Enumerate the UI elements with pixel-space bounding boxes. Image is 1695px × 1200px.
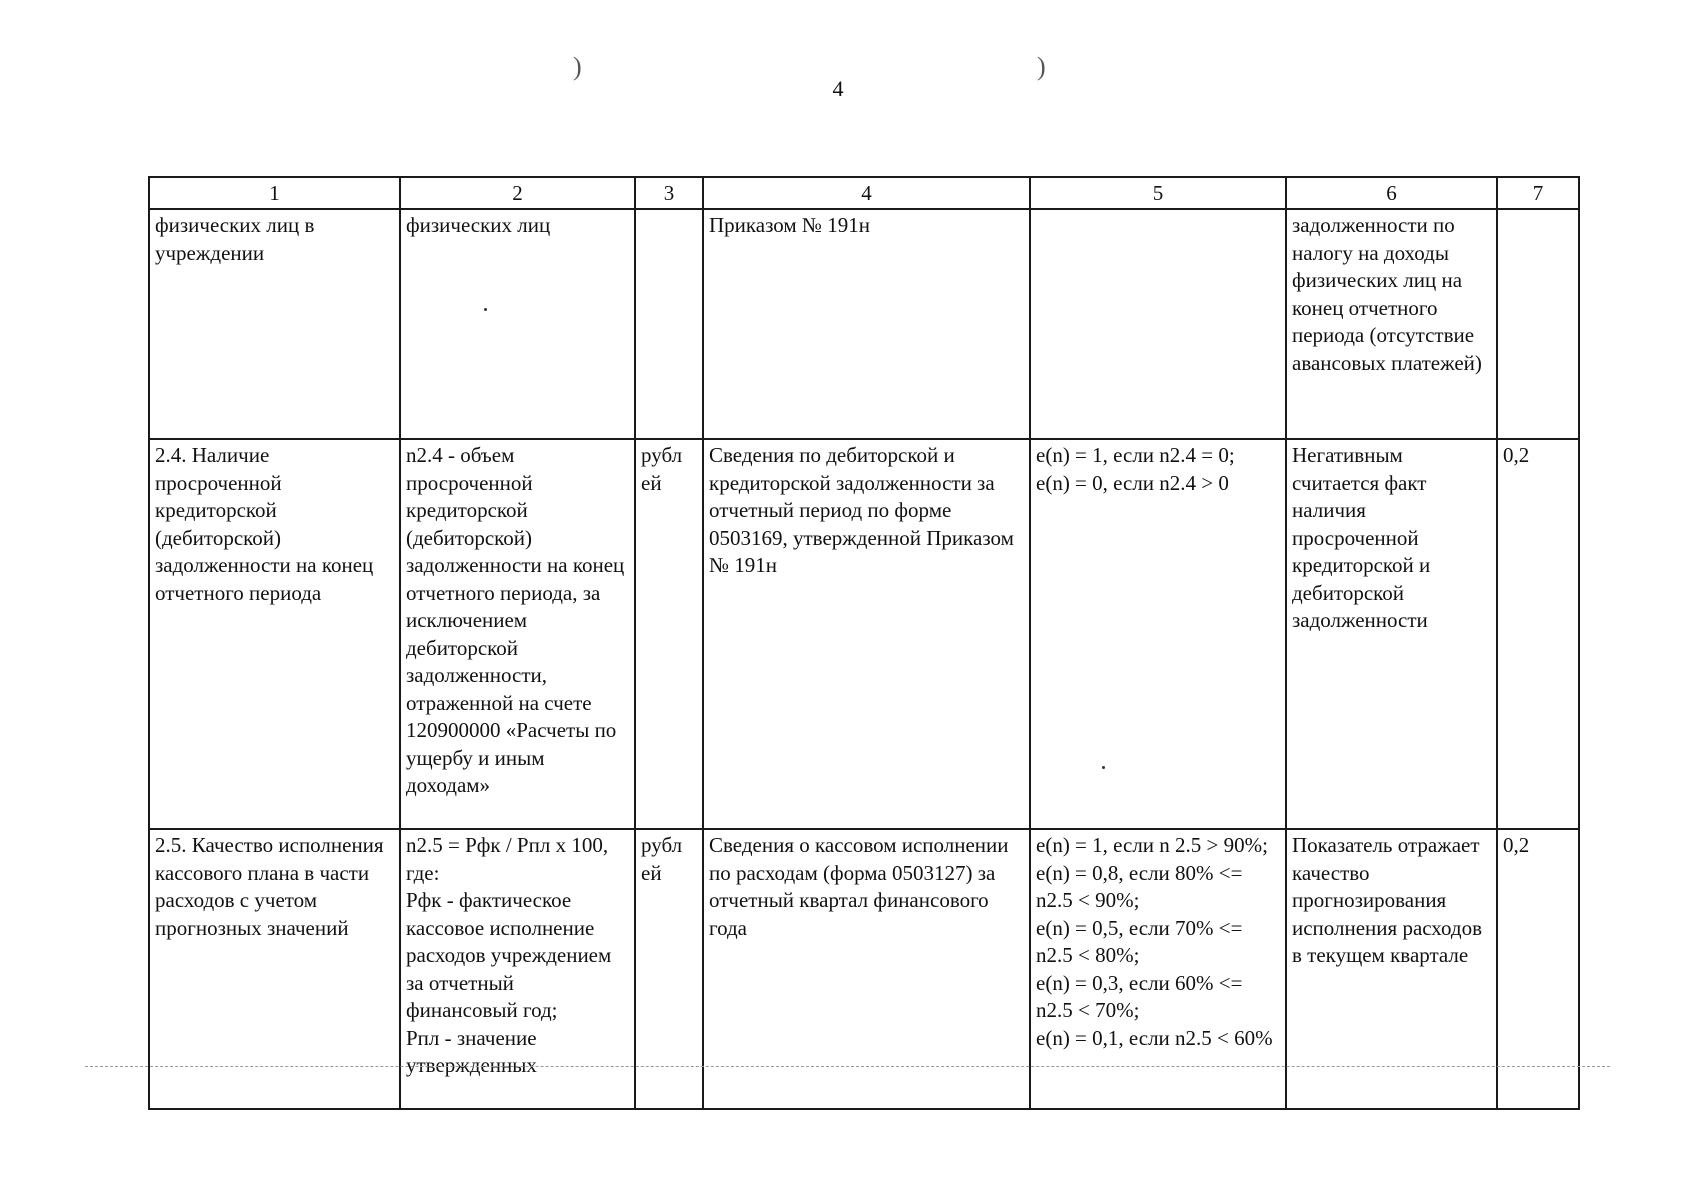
comment-cell: задолженности по налогу на доходы физических лиц на конец отчетного периода (отсутствие авансовых платежей) [1286, 209, 1497, 439]
evaluation-cell: e(n) = 1, если n2.4 = 0; e(n) = 0, если n2.4 > 0 [1030, 439, 1286, 829]
formula-cell: n2.5 = Рфк / Рпл х 100, где: Рфк - фактическое кассовое исполнение расходов учреждением за отчетный финансовый год; Рпл - значение утвержденных [400, 829, 635, 1109]
unit-cell [635, 209, 703, 439]
column-header: 2 [400, 177, 635, 209]
column-header: 7 [1497, 177, 1579, 209]
indicator-name-cell: физических лиц в учреждении [149, 209, 400, 439]
scan-speck [484, 308, 487, 311]
table-header-row [149, 177, 1579, 209]
unit-cell: рубл ей [635, 829, 703, 1109]
weight-cell [1497, 209, 1579, 439]
source-cell: Сведения о кассовом исполнении по расходам (форма 0503127) за отчетный квартал финансового года [703, 829, 1030, 1109]
source-cell: Приказом № 191н [703, 209, 1030, 439]
table-row [149, 829, 1579, 1109]
evaluation-cell [1030, 209, 1286, 439]
weight-cell: 0,2 [1497, 829, 1579, 1109]
indicator-name-cell: 2.5. Качество исполнения кассового плана в части расходов с учетом прогнозных значений [149, 829, 400, 1109]
indicator-name-cell: 2.4. Наличие просроченной кредиторской (дебиторской) задолженности на конец отчетного периода [149, 439, 400, 829]
column-header: 5 [1030, 177, 1286, 209]
source-cell: Сведения по дебиторской и кредиторской задолженности за отчетный период по форме 0503169, утвержденной Приказом № 191н [703, 439, 1030, 829]
page-number: 4 [832, 76, 844, 101]
scan-mark-left: ) [573, 52, 582, 81]
formula-cell: физических лиц [400, 209, 635, 439]
column-header: 1 [149, 177, 400, 209]
scan-artifact-line [85, 1066, 1610, 1067]
unit-cell: рубл ей [635, 439, 703, 829]
table-row [149, 439, 1579, 829]
column-header: 3 [635, 177, 703, 209]
column-header: 6 [1286, 177, 1497, 209]
comment-cell: Негативным считается факт наличия просроченной кредиторской и дебиторской задолженности [1286, 439, 1497, 829]
scan-speck [1102, 766, 1105, 769]
scan-mark-right: ) [1037, 52, 1046, 81]
table-row [149, 209, 1579, 439]
column-header: 4 [703, 177, 1030, 209]
formula-cell: n2.4 - объем просроченной кредиторской (дебиторской) задолженности на конец отчетного периода, за исключением дебиторской задолженности, отраженной на счете 120900000 «Расчеты по ущербу и иным доходам» [400, 439, 635, 829]
indicator-table [148, 176, 1580, 1110]
weight-cell: 0,2 [1497, 439, 1579, 829]
evaluation-cell: e(n) = 1, если n 2.5 > 90%; e(n) = 0,8, если 80% <= n2.5 < 90%; e(n) = 0,5, если 70% <= n2.5 < 80%; e(n) = 0,3, если 60% <= n2.5 < 70%; e(n) = 0,1, если n2.5 < 60% [1030, 829, 1286, 1109]
comment-cell: Показатель отражает качество прогнозирования исполнения расходов в текущем квартале [1286, 829, 1497, 1109]
